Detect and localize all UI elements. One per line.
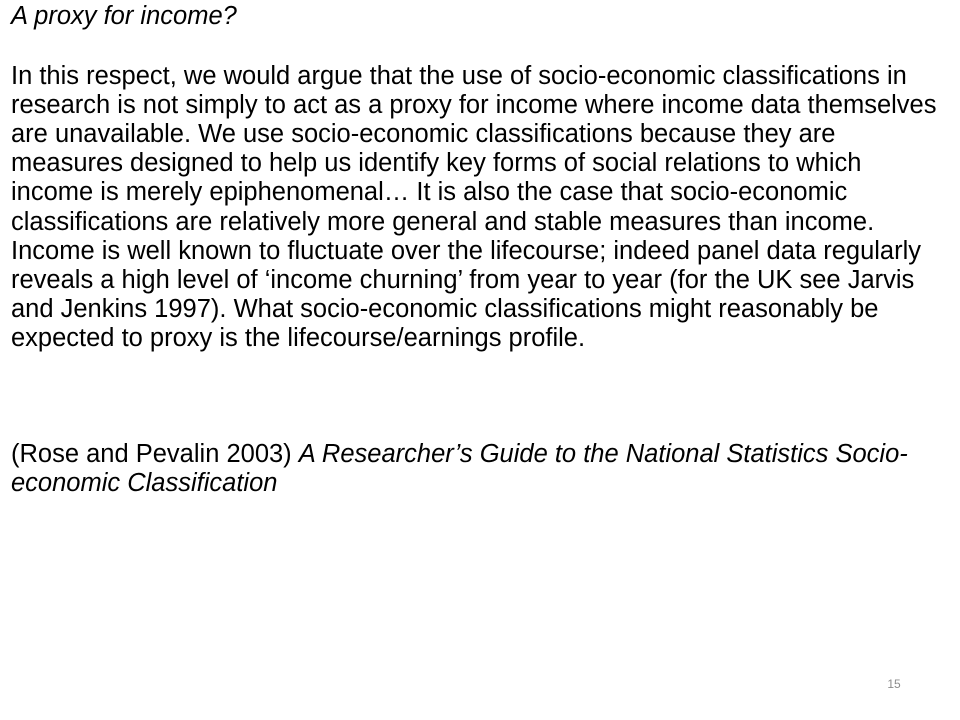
slide-heading: A proxy for income? — [11, 2, 237, 30]
citation-authors: (Rose and Pevalin 2003) — [11, 440, 292, 469]
slide-number: 15 — [887, 677, 901, 691]
citation — [11, 440, 946, 498]
quote-paragraph: In this respect, we would argue that the use of socio-economic classifications in research is not simply to act as a proxy for income where income data themselves are unavailable. We use socio-economic classifications because they are measures designed to help us identify key forms of social relations to which income is merely epiphenomenal… It is also the case that socio-economic classifications are relatively more general and stable measures than income. Income is well known to fluctuate over the lifecourse; indeed panel data regularly reveals a high level of ‘income churning’ from year to year (for the UK see Jarvis and Jenkins 1997). What socio-economic classifications might reasonably be expected to proxy is the lifecourse/earnings profile. — [11, 62, 937, 352]
slide-content — [11, 2, 946, 498]
citation-book-title: A Researcher’s Guide to the National Statistics Socio-economic Classification — [11, 440, 908, 498]
